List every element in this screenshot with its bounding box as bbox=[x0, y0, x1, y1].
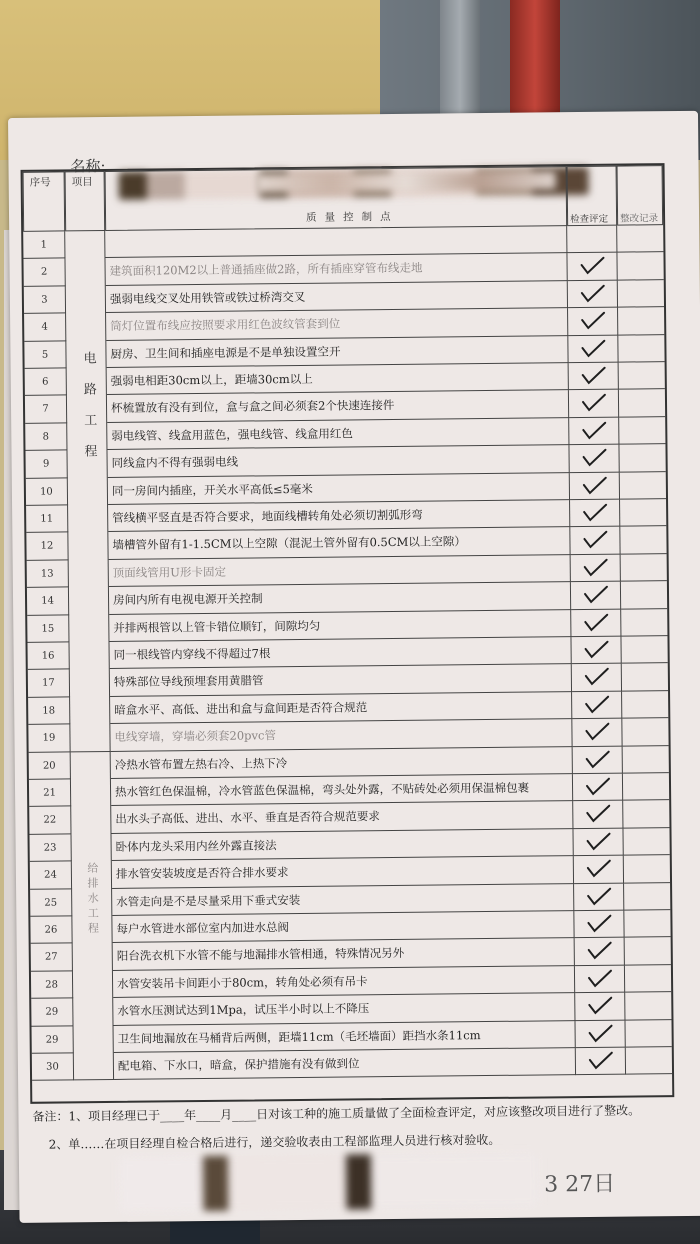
evaluation-cell bbox=[573, 746, 623, 774]
row-number: 6 bbox=[25, 368, 67, 396]
checkmark-icon bbox=[585, 777, 611, 797]
control-point-text: 暗盒水平、高低、进出和盒与盒间距是否符合规范 bbox=[110, 692, 572, 724]
row-number: 11 bbox=[26, 505, 68, 533]
checkmark-icon bbox=[588, 1023, 614, 1043]
control-point-text: 建筑面积120M2以上普通插座做2路，所有插座穿管布线走地 bbox=[105, 254, 567, 286]
rectification-cell bbox=[620, 527, 666, 555]
checkmark-icon bbox=[579, 256, 605, 276]
evaluation-cell bbox=[575, 1020, 625, 1048]
control-point-text: 每户水管进水部位室内加进水总阀 bbox=[112, 911, 574, 943]
control-point-text: 墙槽管外留有1-1.5CM以上空隙（混泥土管外留有0.5CM以上空隙） bbox=[108, 528, 570, 560]
checkmark-icon bbox=[582, 530, 608, 550]
rectification-cell bbox=[622, 691, 668, 719]
checkmark-icon bbox=[585, 804, 611, 824]
row-number: 27 bbox=[31, 944, 73, 972]
evaluation-cell bbox=[569, 445, 619, 473]
evaluation-cell bbox=[568, 308, 618, 336]
control-point-text: 特殊部位导线预埋套用黄腊管 bbox=[110, 665, 572, 697]
header-item-cell bbox=[65, 171, 106, 231]
header-rect-cell bbox=[617, 165, 664, 225]
row-number: 29 bbox=[31, 999, 73, 1027]
row-number: 22 bbox=[29, 807, 71, 835]
evaluation-cell bbox=[573, 801, 623, 829]
row-number: 19 bbox=[28, 725, 70, 753]
evaluation-cell bbox=[574, 856, 624, 884]
rectification-cell bbox=[622, 664, 668, 692]
rectification-cell bbox=[618, 335, 664, 363]
evaluation-cell bbox=[569, 417, 619, 445]
control-point-text: 强弱电相距30cm以上，距墙30cm以上 bbox=[107, 363, 569, 395]
control-point-text: 房间内所有电视电源开关控制 bbox=[109, 582, 571, 614]
control-point-text: 同一房间内插座，开关水平高低≤5毫米 bbox=[108, 473, 570, 505]
header-eval-label: 检查评定 bbox=[570, 213, 609, 226]
row-number: 5 bbox=[24, 341, 66, 369]
evaluation-cell bbox=[575, 993, 625, 1021]
checkmark-icon bbox=[580, 338, 606, 358]
checkmark-icon bbox=[588, 1051, 614, 1071]
evaluation-cell bbox=[569, 363, 619, 391]
group-cell bbox=[71, 752, 114, 1081]
control-point-text: 并排两根管以上管卡错位顺钉，间隙均匀 bbox=[109, 610, 571, 642]
control-point-text: 筒灯位置布线应按照要求用红色波纹管套到位 bbox=[106, 308, 568, 340]
control-point-text: 水管安装吊卡间距小于80cm，转角处必须有吊卡 bbox=[113, 966, 575, 998]
rectification-cell bbox=[621, 609, 667, 637]
evaluation-cell bbox=[567, 253, 617, 281]
checkmark-icon bbox=[587, 996, 613, 1016]
rectification-cell bbox=[620, 472, 666, 500]
row-number: 28 bbox=[31, 971, 73, 999]
row-number: 16 bbox=[27, 642, 69, 670]
checkmark-icon bbox=[580, 284, 606, 304]
control-point-text: 水管水压测试达到1Mpa，试压半小时以上不降压 bbox=[113, 993, 575, 1025]
header-control-label: 质量控制点 bbox=[305, 210, 399, 224]
quality-checklist-table bbox=[21, 163, 675, 1104]
rectification-cell bbox=[618, 307, 664, 335]
checkmark-icon bbox=[581, 421, 607, 441]
row-number: 25 bbox=[30, 889, 72, 917]
evaluation-cell bbox=[573, 828, 623, 856]
rectification-cell bbox=[619, 417, 665, 445]
checkmark-icon bbox=[584, 722, 610, 742]
checkmark-icon bbox=[582, 475, 608, 495]
table-header bbox=[23, 165, 664, 232]
control-point-text: 电线穿墙，穿墙必须套20pvc管 bbox=[110, 719, 572, 751]
header-item-label: 项目 bbox=[71, 176, 93, 189]
notes-line-2: 2、单……在项目经理自检合格后进行，递交验收表由工程部监理人员进行核对验收。 bbox=[48, 1132, 501, 1152]
group-label: 给排水工程 bbox=[85, 861, 100, 937]
red-pipe bbox=[510, 0, 560, 130]
evaluation-cell bbox=[575, 965, 625, 993]
rectification-cell bbox=[625, 965, 671, 993]
row-number: 30 bbox=[32, 1053, 74, 1081]
rectification-cell bbox=[619, 444, 665, 472]
evaluation-cell bbox=[571, 554, 621, 582]
evaluation-cell bbox=[568, 280, 618, 308]
evaluation-cell bbox=[567, 226, 617, 254]
row-number: 2 bbox=[23, 259, 65, 287]
row-number: 15 bbox=[27, 615, 69, 643]
checkmark-icon bbox=[586, 914, 612, 934]
rectification-cell bbox=[624, 883, 670, 911]
evaluation-cell bbox=[570, 500, 620, 528]
rectification-cell bbox=[625, 937, 671, 965]
row-number: 26 bbox=[30, 916, 72, 944]
evaluation-cell bbox=[572, 664, 622, 692]
checkmark-icon bbox=[582, 503, 608, 523]
control-point-text: 同一根线管内穿线不得超过7根 bbox=[109, 637, 571, 669]
control-point-text: 出水头子高低、进出、水平、垂直是否符合规范要求 bbox=[111, 802, 573, 834]
control-point-text: 厨房、卫生间和插座电源是不是单独设置空开 bbox=[106, 336, 568, 368]
row-number: 23 bbox=[30, 834, 72, 862]
checkmark-icon bbox=[583, 640, 609, 660]
checkmark-icon bbox=[584, 667, 610, 687]
rectification-cell bbox=[626, 1047, 672, 1075]
control-point-text: 顶面线管用U形卡固定 bbox=[109, 555, 571, 587]
redacted-signature-block bbox=[119, 1152, 540, 1211]
evaluation-cell bbox=[569, 390, 619, 418]
evaluation-cell bbox=[573, 774, 623, 802]
row-number: 7 bbox=[25, 396, 67, 424]
control-point-text: 阳台洗衣机下水管不能与地漏排水管相通，特殊情况另外 bbox=[113, 939, 575, 971]
rectification-cell bbox=[619, 390, 665, 418]
checkmark-icon bbox=[586, 886, 612, 906]
group-cell bbox=[65, 231, 110, 752]
evaluation-cell bbox=[568, 335, 618, 363]
rectification-cell bbox=[625, 992, 671, 1020]
table-row bbox=[32, 1047, 672, 1081]
control-point-text: 配电箱、下水口，暗盒，保护措施有没有做到位 bbox=[114, 1048, 576, 1080]
checkmark-icon bbox=[583, 585, 609, 605]
row-number: 21 bbox=[29, 779, 71, 807]
checkmark-icon bbox=[581, 366, 607, 386]
row-number: 24 bbox=[30, 862, 72, 890]
evaluation-cell bbox=[574, 911, 624, 939]
row-number: 20 bbox=[29, 752, 71, 780]
row-number: 9 bbox=[25, 451, 67, 479]
rectification-cell bbox=[618, 280, 664, 308]
control-point-text: 热水管红色保温棉，冷水管蓝色保温棉，弯头处外露，不贴砖处必须用保温棉包裹 bbox=[111, 774, 573, 806]
checkmark-icon bbox=[583, 612, 609, 632]
checkmark-icon bbox=[581, 393, 607, 413]
evaluation-cell bbox=[572, 719, 622, 747]
document-title-prefix: 名称: bbox=[70, 156, 106, 176]
row-number: 1 bbox=[23, 231, 65, 259]
rectification-cell bbox=[623, 828, 669, 856]
row-number: 13 bbox=[27, 560, 69, 588]
control-point-text: 冷热水管布置左热右冷、上热下冷 bbox=[111, 747, 573, 779]
control-point-text: 同线盒内不得有强弱电线 bbox=[107, 445, 569, 477]
control-point-text: 管线横平竖直是否符合要求，地面线槽转角处必须切割弧形弯 bbox=[108, 500, 570, 532]
checkmark-icon bbox=[587, 941, 613, 961]
row-number: 18 bbox=[28, 697, 70, 725]
evaluation-cell bbox=[571, 609, 621, 637]
checkmark-icon bbox=[587, 969, 613, 989]
header-control-cell bbox=[105, 166, 568, 231]
header-rect-label: 整改记录 bbox=[620, 213, 659, 225]
checkmark-icon bbox=[586, 859, 612, 879]
control-point-text: 水管走向是不是尽量采用下垂式安装 bbox=[112, 884, 574, 916]
checkmark-icon bbox=[580, 311, 606, 331]
control-point-text: 排水管安装坡度是否符合排水要求 bbox=[112, 856, 574, 888]
rectification-cell bbox=[619, 362, 665, 390]
evaluation-cell bbox=[571, 637, 621, 665]
header-eval-cell bbox=[567, 166, 618, 227]
rectification-cell bbox=[617, 253, 663, 281]
control-point-text: 强弱电线交叉处用铁管或铁过桥湾交叉 bbox=[106, 281, 568, 313]
rectification-cell bbox=[623, 746, 669, 774]
rectification-cell bbox=[625, 1020, 671, 1048]
row-number: 10 bbox=[26, 478, 68, 506]
evaluation-cell bbox=[570, 472, 620, 500]
row-number: 12 bbox=[26, 533, 68, 561]
control-point-text: 卧体内龙头采用内丝外露直接法 bbox=[112, 829, 574, 861]
row-number: 29 bbox=[32, 1026, 74, 1054]
control-point-text: 杯梳置放有没有到位，盒与盒之间必须套2个快速连接件 bbox=[107, 391, 569, 423]
header-num-label: 序号 bbox=[29, 176, 51, 189]
row-number: 4 bbox=[24, 314, 66, 342]
checkmark-icon bbox=[584, 695, 610, 715]
evaluation-cell bbox=[576, 1048, 626, 1076]
checklist-paper bbox=[8, 111, 700, 1223]
control-point-text: 卫生间地漏放在马桶背后两侧，距墙11cm（毛坯墙面）距挡水条11cm bbox=[114, 1021, 576, 1053]
rectification-cell bbox=[621, 554, 667, 582]
row-number: 8 bbox=[25, 423, 67, 451]
checkmark-icon bbox=[581, 448, 607, 468]
rectification-cell bbox=[620, 499, 666, 527]
header-num-cell bbox=[23, 171, 66, 231]
evaluation-cell bbox=[571, 582, 621, 610]
rectification-cell bbox=[623, 773, 669, 801]
evaluation-cell bbox=[572, 691, 622, 719]
rectification-cell bbox=[617, 225, 663, 253]
evaluation-cell bbox=[575, 938, 625, 966]
row-number: 3 bbox=[24, 286, 66, 314]
rectification-cell bbox=[624, 855, 670, 883]
rectification-cell bbox=[621, 581, 667, 609]
rectification-cell bbox=[621, 636, 667, 664]
group-label: 电路工程 bbox=[80, 351, 97, 476]
notes-line-1: 备注：1、项目经理已于____年____月____日对该工种的施工质量做了全面检查评定，对应该整改项目进行了整改。 bbox=[32, 1103, 641, 1124]
control-point-text: 弱电线管、线盒用蓝色，强电线管、线盒用红色 bbox=[107, 418, 569, 450]
rectification-cell bbox=[624, 910, 670, 938]
checkmark-icon bbox=[585, 749, 611, 769]
redacted-header bbox=[256, 171, 556, 192]
evaluation-cell bbox=[574, 883, 624, 911]
evaluation-cell bbox=[570, 527, 620, 555]
signature-date: 3 27日 bbox=[544, 1171, 616, 1198]
checkmark-icon bbox=[586, 832, 612, 852]
row-number: 14 bbox=[27, 588, 69, 616]
checkmark-icon bbox=[583, 558, 609, 578]
row-number: 17 bbox=[28, 670, 70, 698]
rectification-cell bbox=[623, 801, 669, 829]
rectification-cell bbox=[622, 718, 668, 746]
